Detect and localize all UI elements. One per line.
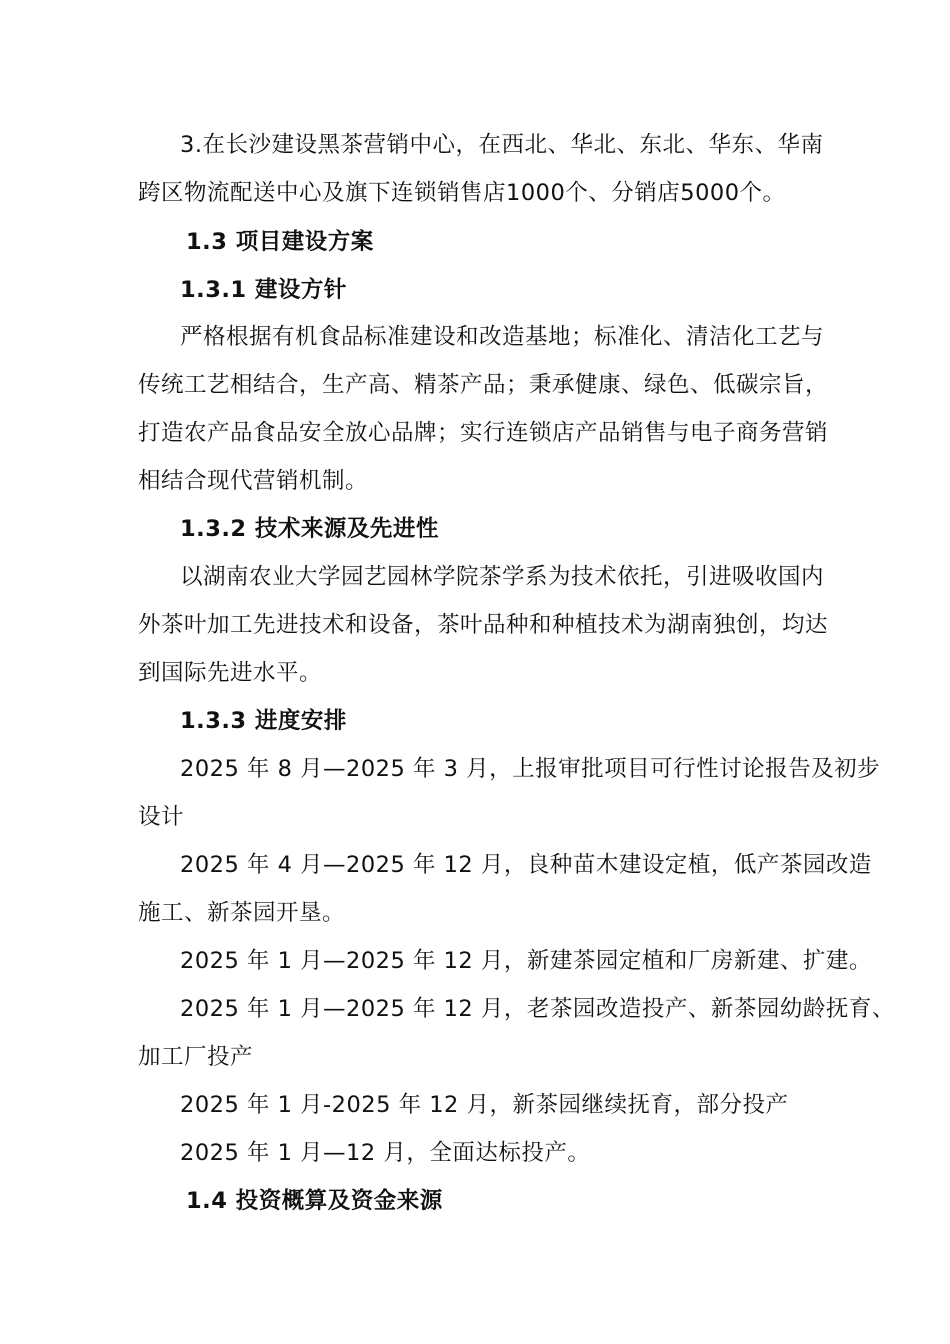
- subsection-heading: 1.3.2 技术来源及先进性: [180, 516, 439, 542]
- paragraph-line: 传统工艺相结合，生产高、精茶产品；秉承健康、绿色、低碳宗旨，: [138, 372, 829, 398]
- section-heading: 1.3 项目建设方案: [186, 229, 374, 255]
- paragraph-line: 相结合现代营销机制。: [138, 468, 369, 494]
- schedule-line: 2025 年 1 月—2025 年 12 月，新建茶园定植和厂房新建、扩建。: [180, 948, 872, 974]
- paragraph-line: 到国际先进水平。: [138, 660, 323, 686]
- schedule-line: 加工厂投产: [138, 1044, 254, 1070]
- section-heading: 1.4 投资概算及资金来源: [186, 1188, 443, 1214]
- schedule-line: 施工、新茶园开垦。: [138, 900, 346, 926]
- schedule-line: 2025 年 1 月—12 月，全面达标投产。: [180, 1140, 591, 1166]
- paragraph-line: 外茶叶加工先进技术和设备，茶叶品种和种植技术为湖南独创，均达: [138, 612, 829, 638]
- paragraph-line: 严格根据有机食品标准建设和改造基地；标准化、清洁化工艺与: [180, 324, 825, 350]
- schedule-line: 2025 年 4 月—2025 年 12 月，良种苗木建设定植，低产茶园改造: [180, 852, 872, 878]
- subsection-heading: 1.3.1 建设方针: [180, 277, 347, 303]
- subsection-heading: 1.3.3 进度安排: [180, 708, 347, 734]
- schedule-line: 设计: [138, 804, 185, 830]
- schedule-line: 2025 年 8 月—2025 年 3 月，上报审批项目可行性讨论报告及初步: [180, 756, 881, 782]
- paragraph-line: 打造农产品食品安全放心品牌；实行连锁店产品销售与电子商务营销: [138, 420, 829, 446]
- schedule-line: 2025 年 1 月-2025 年 12 月，新茶园继续抚育，部分投产: [180, 1092, 789, 1118]
- paragraph-line: 3.在长沙建设黑茶营销中心，在西北、华北、东北、华东、华南: [180, 132, 824, 158]
- paragraph-line: 跨区物流配送中心及旗下连锁销售店1000个、分销店5000个。: [138, 180, 786, 206]
- schedule-line: 2025 年 1 月—2025 年 12 月，老茶园改造投产、新茶园幼龄抚育、: [180, 996, 895, 1022]
- paragraph-line: 以湖南农业大学园艺园林学院茶学系为技术依托，引进吸收国内: [180, 564, 825, 590]
